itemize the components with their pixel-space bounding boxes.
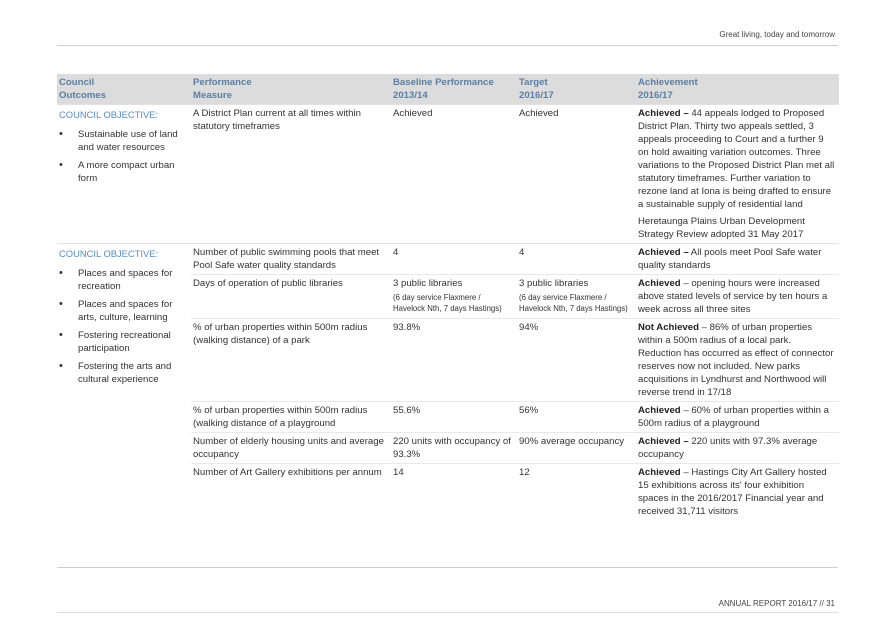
council-outcomes-cell — [57, 244, 191, 521]
header-target: Target 2016/17 — [517, 74, 636, 105]
achievement-status: Achieved — [638, 278, 681, 289]
target-cell: 4 — [517, 244, 636, 275]
achievement-cell — [636, 433, 839, 464]
council-outcomes-cell — [57, 105, 191, 244]
achievement-text: 220 units with 97.3% average occupancy — [638, 436, 818, 460]
target-cell: 56% — [517, 402, 636, 433]
footer-divider — [57, 567, 838, 568]
outcome-item: • Fostering recreational participation — [59, 329, 188, 355]
baseline-cell: Achieved — [391, 105, 517, 244]
council-objective-label: COUNCIL OBJECTIVE: — [59, 248, 159, 259]
outcome-item: • Places and spaces for recreation — [59, 267, 188, 293]
target-note: (6 day service Flaxmere / Havelock Nth, 7 days Hastings) — [519, 293, 628, 313]
achievement-cell — [636, 319, 839, 402]
outcome-list — [59, 128, 188, 185]
achievement-extra: Heretaunga Plains Urban Development Strategy Review adopted 31 May 2017 — [638, 216, 805, 240]
target-cell: 90% average occupancy — [517, 433, 636, 464]
performance-table — [57, 74, 839, 520]
baseline-cell: 220 units with occupancy of 93.3% — [391, 433, 517, 464]
achievement-text: – 60% of urban properties within a 500m radius of a playground — [638, 405, 829, 429]
achievement-cell — [636, 402, 839, 433]
achievement-status: Not Achieved — [638, 322, 699, 333]
achievement-status: Achieved – — [638, 436, 689, 447]
achievement-cell — [636, 275, 839, 319]
achievement-status: Achieved — [638, 467, 681, 478]
baseline-cell: 55.6% — [391, 402, 517, 433]
outcome-list — [59, 267, 188, 386]
header-performance-measure: Performance Measure — [191, 74, 391, 105]
achievement-text: – Hastings City Art Gallery hosted 15 exhibitions across its' four exhibition spaces in the 2016/2017 Financial year and received 31,711 visitors — [638, 467, 827, 517]
council-objective-label: COUNCIL OBJECTIVE: — [59, 109, 159, 120]
table-header-row — [57, 74, 839, 105]
outcome-item: • A more compact urban form — [59, 159, 188, 185]
achievement-text: – opening hours were increased above stated levels of service by ten hours a week across all three sites — [638, 278, 828, 315]
target-cell: Achieved — [517, 105, 636, 244]
baseline-note: (6 day service Flaxmere / Havelock Nth, 7 days Hastings) — [393, 293, 502, 313]
achievement-text: All pools meet Pool Safe water quality standards — [638, 247, 822, 271]
outcome-item: • Sustainable use of land and water resources — [59, 128, 188, 154]
achievement-cell — [636, 464, 839, 521]
measure-cell: Number of elderly housing units and average occupancy — [191, 433, 391, 464]
target-cell: 12 — [517, 464, 636, 521]
achievement-cell — [636, 244, 839, 275]
outcome-item: • Places and spaces for arts, culture, learning — [59, 298, 188, 324]
achievement-text: – 86% of urban properties within a 500m radius of a local park. Reduction has occurred as effect of connector reserves now not included. New parks acquisitions in Lyndhurst and Northwood will reverse trend in 17/18 — [638, 322, 834, 398]
achievement-status: Achieved – — [638, 247, 689, 258]
measure-cell: Number of Art Gallery exhibitions per annum — [191, 464, 391, 521]
footer-page-label: ANNUAL REPORT 2016/17 // 31 — [718, 599, 835, 608]
measure-cell: Number of public swimming pools that meet Pool Safe water quality standards — [191, 244, 391, 275]
table-row — [57, 105, 839, 244]
header-baseline-performance: Baseline Performance 2013/14 — [391, 74, 517, 105]
bottom-divider — [57, 612, 838, 613]
achievement-status: Achieved — [638, 405, 681, 416]
baseline-value: 3 public libraries — [393, 278, 463, 289]
baseline-cell: 4 — [391, 244, 517, 275]
target-cell: 94% — [517, 319, 636, 402]
outcome-item: • Fostering the arts and cultural experience — [59, 360, 188, 386]
baseline-cell: 14 — [391, 464, 517, 521]
measure-cell: Days of operation of public libraries — [191, 275, 391, 319]
baseline-cell: 93.8% — [391, 319, 517, 402]
achievement-text: 44 appeals lodged to Proposed District Plan. Thirty two appeals settled, 3 appeals proceeding to Court and a further 9 on hold awaiting variation outcomes. Three variations to the Proposed District Plan met all statutory timeframes. Further variation to rezone land at Iona is being drafted to ensure a sustainable supply of residential land — [638, 108, 835, 210]
measure-cell: % of urban properties within 500m radius (walking distance) of a park — [191, 319, 391, 402]
target-value: 3 public libraries — [519, 278, 589, 289]
achievement-status: Achieved – — [638, 108, 689, 119]
measure-cell: % of urban properties within 500m radius (walking distance of a playground — [191, 402, 391, 433]
header-tagline: Great living, today and tomorrow — [719, 30, 835, 39]
target-cell — [517, 275, 636, 319]
header-achievement: Achievement 2016/17 — [636, 74, 839, 105]
measure-cell: A District Plan current at all times within statutory timeframes — [191, 105, 391, 244]
header-council-outcomes: Council Outcomes — [57, 74, 191, 105]
achievement-cell — [636, 105, 839, 244]
header-divider — [57, 45, 838, 46]
table-row — [57, 244, 839, 275]
baseline-cell — [391, 275, 517, 319]
